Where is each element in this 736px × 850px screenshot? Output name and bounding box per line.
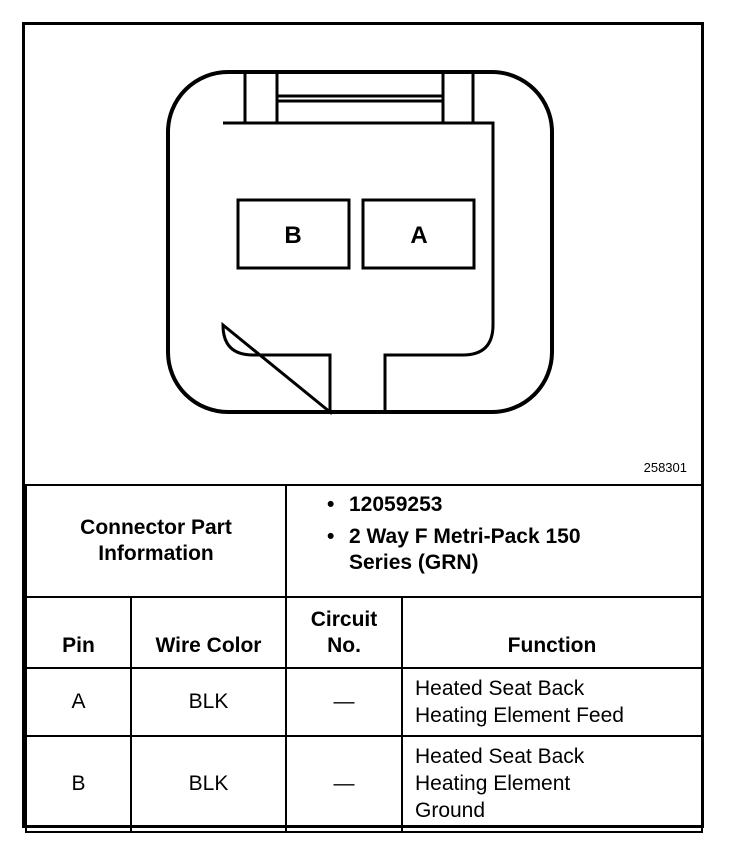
table-row	[26, 736, 702, 832]
table-header-row	[26, 597, 702, 668]
connector-part-info-label	[26, 485, 286, 597]
part-description: • 2 Way F Metri-Pack 150 Series (GRN)	[327, 524, 599, 576]
connector-info-table	[25, 484, 703, 833]
connector-face-view	[25, 25, 701, 484]
connector-diagram-frame	[22, 22, 704, 828]
pin-header: Pin	[26, 597, 131, 668]
function-cell: Heated Seat Back Heating Element Ground	[402, 736, 702, 832]
label-line: Information	[98, 542, 214, 565]
wire-color-cell: BLK	[131, 736, 286, 832]
part-info-values	[286, 485, 702, 597]
wire-color-cell: BLK	[131, 668, 286, 736]
circuit-header: Circuit No.	[286, 597, 402, 668]
function-cell: Heated Seat Back Heating Element Feed	[402, 668, 702, 736]
function-header: Function	[402, 597, 702, 668]
label-line: Connector Part	[80, 516, 232, 539]
figure-id: 258301	[643, 460, 687, 475]
cavity-a-label: A	[410, 222, 428, 249]
table-row	[26, 668, 702, 736]
part-number: • 12059253	[327, 492, 701, 518]
pin-cell: B	[26, 736, 131, 832]
connector-drawing	[25, 25, 701, 484]
circuit-cell: —	[286, 668, 402, 736]
cavity-b-label: B	[284, 222, 302, 249]
pin-cell: A	[26, 668, 131, 736]
locking-tab	[245, 72, 473, 123]
circuit-cell: —	[286, 736, 402, 832]
part-info-row	[26, 485, 702, 597]
wire-color-header: Wire Color	[131, 597, 286, 668]
